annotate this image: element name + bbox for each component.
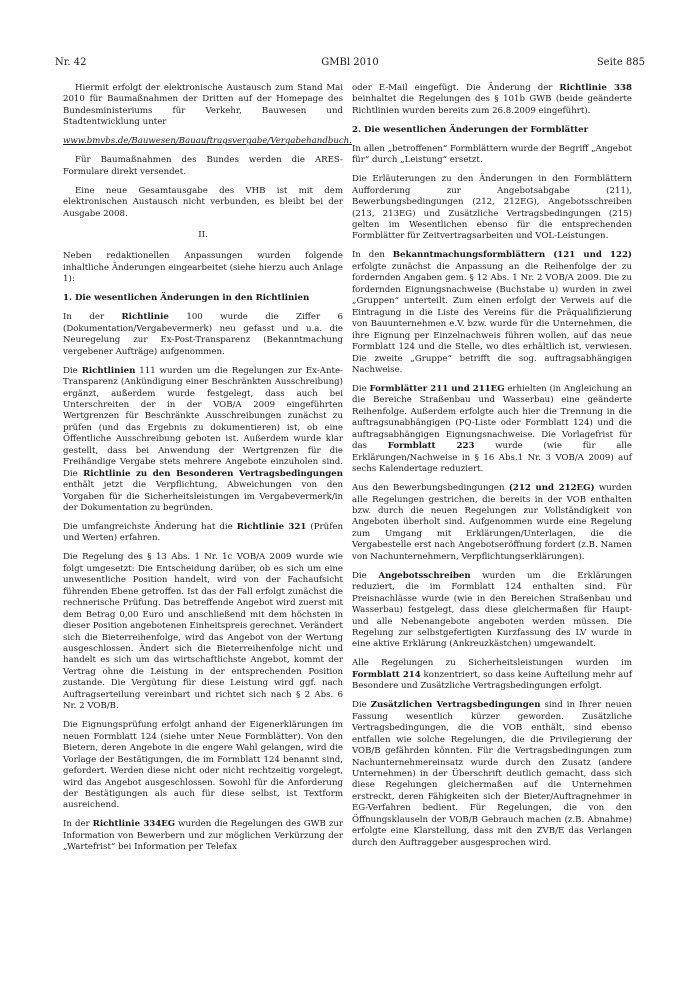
paragraph: Die Erläuterungen zu den Änderungen in den Formblättern Aufforderung zur Angebotsabgabe (211), Bewerbungsbedingungen (212, 212EG), Angebotsschreiben (213, 213EG) und Zusätzliche Vertragsbedingungen (215) gelten im Wesentlichen ebenso für die entsprechenden Formblätter für Zeitvertragsarbeiten und VOL-Leistungen. (352, 174, 632, 242)
paragraph: Die Eignungsprüfung erfolgt anhand der Eigenerklärungen im neuen Formblatt 124 (siehe unter Neue Formblätter). Von den Bietern, deren Angebote in die engere Wahl gelangen, wird die Vorlage der Bestätigungen, die im Formblatt 124 benannt sind, gefordert. Werden diese nicht oder nicht rechtzeitig vorgelegt, wird das Angebot ausgeschlossen. Sowohl für die Anforderung der Bestätigungen als auch für diese selbst, ist Textform ausreichend. (63, 720, 343, 811)
journal-name: GMBl 2010 (321, 57, 379, 68)
left-column (63, 83, 352, 861)
paragraph: Für Baumaßnahmen des Bundes werden die ARES-Formulare direkt versendet. (63, 155, 343, 177)
paragraph: Hiermit erfolgt der elektronische Austausch zum Stand Mai 2010 für Baumaßnahmen der Dritten auf der Homepage des Bundesministeriums für Verkehr, Bauwesen und Stadtentwicklung unter (63, 83, 343, 128)
section-heading: 1. Die wesentlichen Änderungen in den Richtlinien (63, 293, 310, 304)
paragraph: Die Angebotsschreiben wurden um die Erklärungen reduziert, die im Formblatt 124 enthalten sind. Für Preisnachlässe wurde (wie in den Bereichen Straßenbau und Wasserbau) festgelegt, dass diese gleichermaßen für Haupt- und alle Nebenangebote angeboten werden müssen. Die Regelung zur selbstgefertigten Kurzfassung des LV wurde in eine aktive Erklärung (Ankreuzkästchen) umgewandelt. (352, 570, 632, 650)
paragraph: Aus den Bewerbungsbedingungen (212 und 212EG) wurden alle Regelungen gestrichen, die bereits in der VOB enthalten bzw. durch die neuen Regelungen zur Vollständigkeit von Angeboten überholt sind. Aufgenommen wurde eine Regelung zum Umgang mit Erklärungen/Unterlagen, die die Vergabestelle erst nach Angebotseröffnung fordert (z.B. Namen von Nachunternehmern, Verpflichtungserklärungen). (352, 483, 632, 562)
page-number: Seite 885 (596, 57, 645, 68)
paragraph: Die Formblätter 211 und 211EG erhielten (in Angleichung an die Bereiche Straßenbau und Wasserbau) eine geänderte Reihenfolge. Außerdem erfolgte auch hier die Trennung in die auftragsunabhängigen (PQ-Liste oder Formblatt 124) und die auftragsabhängigen Eignungsnachweise. Die Vorlagefrist für das Formblatt 223 wurde (wie für alle Erklärungen/Nachweise in § 16 Abs.1 Nr. 3 VOB/A 2009) auf sechs Kalendertage reduziert. (352, 383, 632, 475)
paragraph: Eine neue Gesamtausgabe des VHB ist mit dem elektronischen Austausch nicht verbunden, es bleibt bei der Ausgabe 2008. (63, 185, 343, 219)
paragraph: In den Bekanntmachungsformblättern (121 und 122) erfolgte zunächst die Anpassung an die Reihenfolge der zu fordernden Angaben gem. § 12 Abs. 1 Nr. 2 VOB/A 2009. Die zu fordernden Eignungsnachweise (Buchstabe u) wurden in zwei „Gruppen“ unterteilt. Zum einen erfolgt der Verweis auf die Eintragung in die Liste des Vereins für die Präqualifizierung von Bauunternehmen e.V. bzw. wurde für die Unternehmen, die ihre Eignung per Einzelnachweis führen wollen, auf das neue Formblatt 124 und die Stelle, wo dies erhältlich ist, verwiesen. Die zweite „Gruppe“ betrifft die sog. auftragsabhängigen Nachweise. (352, 250, 632, 375)
paragraph: In der Richtlinie 100 wurde die Ziffer 6 (Dokumentation/Vergabevermerk) neu gefasst und u.a. die Neuregelung zur Ex-Post-Transparenz (Bekanntmachung vergebener Aufträge) aufgenommen. (63, 312, 343, 357)
section-number: II. (198, 230, 208, 241)
paragraph: Die Regelung des § 13 Abs. 1 Nr. 1c VOB/A 2009 wurde wie folgt umgesetzt: Die Entscheidung darüber, ob es sich um eine unwesentliche Position handelt, wird von der Fachaufsicht führenden Ebene getroffen. Ist das der Fall erfolgt zunächst die rechnerische Prüfung. Das betreffende Angebot wird zuerst mit dem Betrag 0,00 Euro und anschließend mit dem höchsten in dieser Position angebotenen Einheitspreis gerechnet. Verändert sich die Bieterreihenfolge, wird das Angebot von der Wertung ausgeschlossen. Ändert sich die Bieterreihenfolge nicht und handelt es sich um das wirtschaftlichste Angebot, kommt der Vertrag ohne die Leistung in der entsprechenden Position zustande. Die Vergütung für diese Leistung wird ggf. nach Auftragserteilung vereinbart und richtet sich nach § 2 Abs. 6 Nr. 2 VOB/B. (63, 552, 343, 712)
paragraph: Die Richtlinien 111 wurden um die Regelungen zur Ex-Ante-Transparenz (Ankündigung einer Beschränkten Ausschreibung) ergänzt, außerdem wurde festgelegt, dass auch bei Unterschreiten der in der VOB/A 2009 eingeführten Wertgrenzen für Beschränkte Ausschreibungen zunächst zu prüfen (und das Ergebnis zu dokumentieren) ist, ob eine Öffentliche Ausschreibung geboten ist. Außerdem wurde klar gestellt, dass bei Anwendung der Wertgrenzen für die Freihändige Vergabe stets mehrere Angebote einzuholen sind. Die Richtlinie zu den Besonderen Vertragsbedingungen enthält jetzt die Verpflichtung, Abweichungen von den Vorgaben für die Sicherheitsleistungen im Vergabevermerk/in der Dokumentation zu begründen. (63, 365, 343, 514)
paragraph: Alle Regelungen zu Sicherheitsleistungen wurden im Formblatt 214 konzentriert, so dass keine Aufteilung mehr auf Besondere und Zusätzliche Vertragsbedingungen erfolgt. (352, 658, 633, 692)
issue-number: Nr. 42 (55, 57, 87, 68)
paragraph: Die umfangreichste Änderung hat die Richtlinie 321 (Prüfen und Werten) erfahren. (63, 522, 343, 544)
paragraph: Neben redaktionellen Anpassungen wurden folgende inhaltliche Änderungen eingearbeitet (siehe hierzu auch Anlage 1): (63, 251, 343, 285)
paragraph: In der Richtlinie 334EG wurden die Regelungen des GWB zur Information von Bewerbern und zur möglichen Verkürzung der „Wartefrist“ bei Information per Telefax (63, 819, 343, 853)
paragraph: Die Zusätzlichen Vertragsbedingungen sind in Ihrer neuen Fassung wesentlich kürzer geworden. Zusätzliche Vertragsbedingungen, die die VOB enthält, sind ebenso entfallen wie solche Regelungen, die die Privilegierung der VOB/B gefährden könnten. Für die Vertragsbedingungen zum Nachunternehmereinsatz wurde durch den Zusatz (andere Unternehmen) in der Überschrift deutlich gemacht, dass sich diese Regelungen gleichermaßen auf die Unternehmen erstreckt, deren Fähigkeiten sich der Bieter/Auftragnehmer in EG-Verfahren bedient. Für Regelungen, die von den Öffnungsklauseln der VOB/B Gebrauch machen (z.B. Abnahme) erfolgte eine Klarstellung, dass mit den ZVB/E das Verlangen durch den Auftraggeber ausgesprochen wird. (352, 700, 632, 848)
paragraph: In allen „betroffenen“ Formblättern wurde der Begriff „Angebot für“ durch „Leistung“ ersetzt. (352, 143, 632, 166)
vhb-link[interactable]: www.bmvbs.de/Bauwesen/Bauauftragsvergabe/Vergabehandbuch. (63, 136, 352, 147)
section-heading: 2. Die wesentlichen Änderungen der Formblätter (352, 124, 589, 135)
right-column (352, 83, 632, 857)
paragraph: oder E-Mail eingefügt. Die Änderung der Richtlinie 338 beinhaltet die Regelungen des § 101b GWB (beide geänderte Richtlinien wurden bereits zum 26.8.2009 eingeführt). (352, 83, 632, 116)
